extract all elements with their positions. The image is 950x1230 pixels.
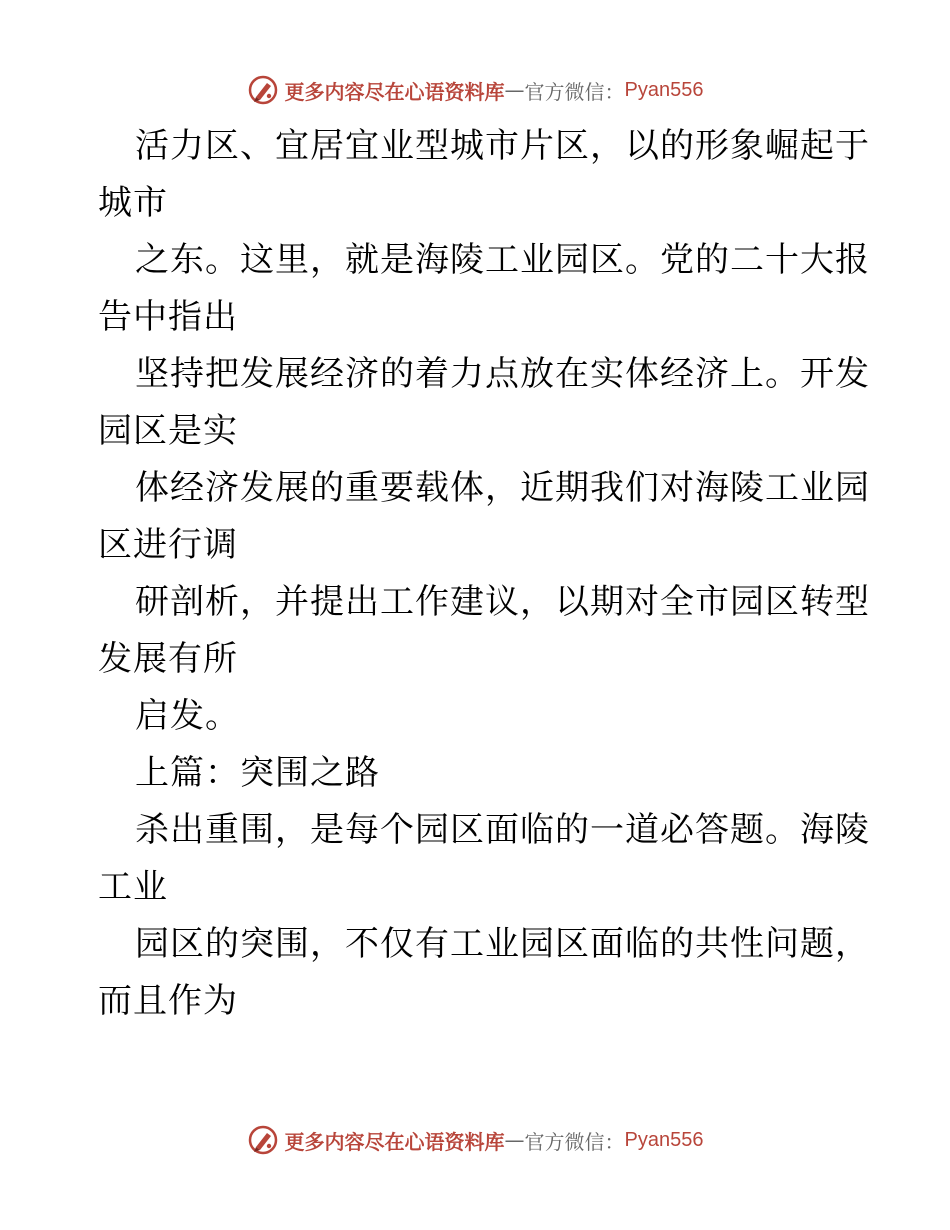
text-line: 园区的突围，不仅有工业园区面临的共性问题，	[135, 924, 870, 964]
pen-logo-icon	[247, 74, 279, 106]
text-line: 体经济发展的重要载体，近期我们对海陵工业园	[135, 468, 870, 508]
text-line: 活力区、宜居宜业型城市片区，以的形象崛起于	[135, 126, 870, 166]
banner-id: Pyan556	[624, 78, 704, 101]
text-line: 园区是实	[98, 411, 238, 451]
banner-text: 更多内容尽在心语资料库	[284, 79, 505, 104]
text-line: 坚持把发展经济的着力点放在实体经济上。开发	[135, 354, 870, 394]
text-line: 杀出重围，是每个园区面临的一道必答题。海陵	[135, 810, 870, 850]
text-line: 研剖析，并提出工作建议，以期对全市园区转型	[135, 582, 870, 622]
banner-text: 更多内容尽在心语资料库	[284, 1129, 505, 1154]
text-line: 之东。这里，就是海陵工业园区。党的二十大报	[135, 240, 870, 280]
text-line: 启发。	[135, 696, 240, 736]
text-line: 告中指出	[98, 297, 238, 337]
banner-label: 官方微信：	[524, 79, 625, 104]
text-line: 发展有所	[98, 639, 238, 679]
pen-logo-icon	[247, 1124, 279, 1156]
text-line: 城市	[98, 183, 168, 223]
document-body	[98, 118, 870, 1030]
banner-dash: —	[504, 1128, 525, 1152]
banner-id: Pyan556	[624, 1128, 704, 1151]
banner-label: 官方微信：	[524, 1129, 625, 1154]
banner-dash: —	[504, 78, 525, 102]
footer-banner	[0, 1120, 950, 1160]
text-line: 而且作为	[98, 981, 238, 1021]
text-line: 区进行调	[98, 525, 238, 565]
text-line: 工业	[98, 867, 168, 907]
header-banner	[0, 70, 950, 110]
section-heading: 上篇：突围之路	[135, 753, 380, 793]
